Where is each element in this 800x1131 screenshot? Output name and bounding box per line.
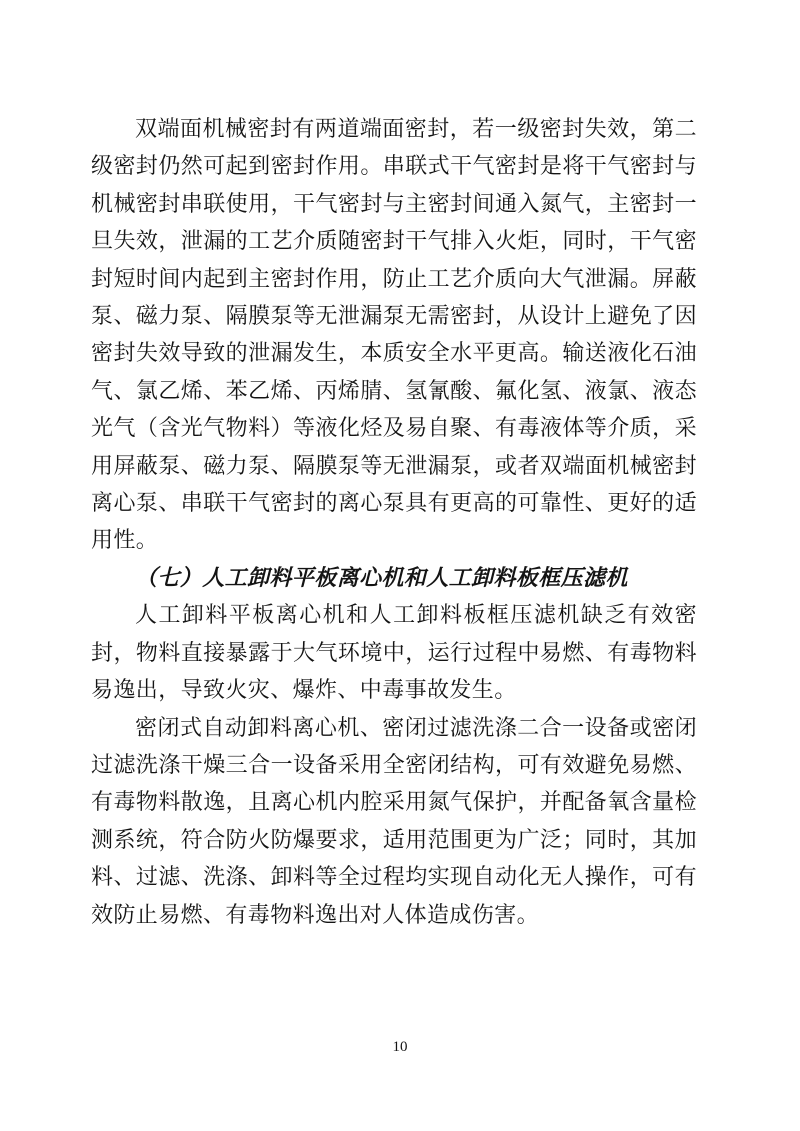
section-heading-seven: （七）人工卸料平板离心机和人工卸料板框压滤机 <box>135 564 628 590</box>
document-body <box>91 110 697 933</box>
paragraph-enclosed-equipment-benefits: 密闭式自动卸料离心机、密闭过滤洗涤二合一设备或密闭过滤洗涤干燥三合一设备采用全密闭结构，可有效避免易燃、有毒物料散逸，且离心机内腔采用氮气保护，并配备氧含量检测系统，符合防火防爆要求，适用范围更为广泛；同时，其加料、过滤、洗涤、卸料等全过程均实现自动化无人操作，可有效防止易燃、有毒物料逸出对人体造成伤害。 <box>91 714 697 927</box>
paragraph-manual-discharge-risk: 人工卸料平板离心机和人工卸料板框压滤机缺乏有效密封，物料直接暴露于大气环境中，运行过程中易燃、有毒物料易逸出，导致火灾、爆炸、中毒事故发生。 <box>91 602 697 703</box>
paragraph-mechanical-seal-overview: 双端面机械密封有两道端面密封，若一级密封失效，第二级密封仍然可起到密封作用。串联式干气密封是将干气密封与机械密封串联使用，干气密封与主密封间通入氮气，主密封一旦失效，泄漏的工艺介质随密封干气排入火炬，同时，干气密封短时间内起到主密封作用，防止工艺介质向大气泄漏。屏蔽泵、磁力泵、隔膜泵等无泄漏泵无需密封，从设计上避免了因密封失效导致的泄漏发生，本质安全水平更高。输送液化石油气、氯乙烯、苯乙烯、丙烯腈、氢氰酸、氟化氢、液氯、液态光气（含光气物料）等液化烃及易自聚、有毒液体等介质，采用屏蔽泵、磁力泵、隔膜泵等无泄漏泵，或者双端面机械密封离心泵、串联干气密封的离心泵具有更高的可靠性、更好的适用性。 <box>91 116 697 553</box>
page-number: 10 <box>392 1039 408 1055</box>
page-footer <box>0 1038 800 1056</box>
